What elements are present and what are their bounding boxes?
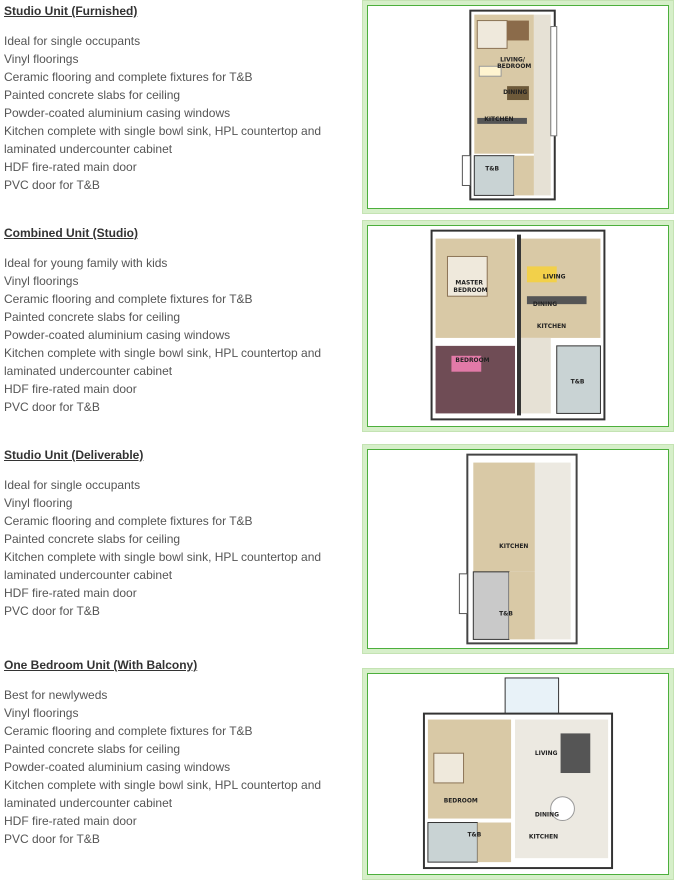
feature-list	[4, 686, 359, 848]
feature-item: Ceramic flooring and complete fixtures for T&B	[4, 514, 253, 528]
feature-item: Vinyl floorings	[4, 52, 79, 66]
feature-list	[4, 254, 359, 416]
floor-plan-studio-furnished	[368, 6, 668, 208]
floor-plan-image[interactable]	[367, 449, 669, 649]
feature-item: PVC door for T&B	[4, 400, 100, 414]
feature-item: Vinyl floorings	[4, 274, 79, 288]
feature-item: Ideal for single occupants	[4, 478, 141, 492]
plan-label: T&B	[499, 610, 513, 618]
feature-item: Ideal for young family with kids	[4, 256, 168, 270]
plan-label: BEDROOM	[453, 287, 488, 295]
feature-item: Ceramic flooring and complete fixtures for T&B	[4, 724, 253, 738]
plan-label: LIVING	[534, 750, 558, 758]
plan-label: BEDROOM	[455, 356, 490, 364]
feature-item: PVC door for T&B	[4, 178, 100, 192]
plan-label: LIVING	[542, 273, 566, 281]
floor-plan-image[interactable]	[367, 225, 669, 427]
floor-plan-image[interactable]	[367, 5, 669, 209]
unit-description	[4, 658, 359, 848]
feature-item: Kitchen complete with single bowl sink, HPL countertop and	[4, 550, 322, 564]
feature-item: Ideal for single occupants	[4, 34, 141, 48]
plan-label: T&B	[485, 165, 500, 173]
unit-section-studio-deliverable	[0, 448, 677, 654]
feature-item: PVC door for T&B	[4, 832, 100, 846]
plan-label: KITCHEN	[484, 115, 514, 123]
feature-item: Painted concrete slabs for ceiling	[4, 532, 181, 546]
feature-item: HDF fire-rated main door	[4, 382, 137, 396]
plan-label: BEDROOM	[497, 63, 532, 71]
floor-plan-one-bedroom	[368, 674, 668, 874]
floor-plan-studio-deliverable	[368, 450, 668, 648]
feature-item: Kitchen complete with single bowl sink, HPL countertop and	[4, 778, 322, 792]
unit-description	[4, 4, 359, 194]
plan-label: KITCHEN	[528, 833, 559, 841]
feature-item: Vinyl flooring	[4, 496, 73, 510]
feature-item: Powder-coated aluminium casing windows	[4, 328, 231, 342]
plan-label: T&B	[467, 831, 482, 839]
feature-item: Vinyl floorings	[4, 706, 79, 720]
feature-item: laminated undercounter cabinet	[4, 364, 173, 378]
unit-title-link[interactable]: Studio Unit (Furnished)	[4, 4, 138, 18]
feature-item: laminated undercounter cabinet	[4, 142, 173, 156]
feature-item: Powder-coated aluminium casing windows	[4, 760, 231, 774]
feature-item: Painted concrete slabs for ceiling	[4, 310, 181, 324]
floor-plan-frame	[362, 0, 674, 214]
plan-label: T&B	[570, 378, 585, 386]
unit-title-link[interactable]: One Bedroom Unit (With Balcony)	[4, 658, 198, 672]
feature-item: Ceramic flooring and complete fixtures for T&B	[4, 70, 253, 84]
plan-label: MASTER	[455, 279, 483, 287]
feature-item: Painted concrete slabs for ceiling	[4, 88, 181, 102]
plan-label: KITCHEN	[536, 322, 567, 330]
feature-item: Best for newlyweds	[4, 688, 108, 702]
feature-item: Painted concrete slabs for ceiling	[4, 742, 181, 756]
unit-title-link[interactable]: Studio Unit (Deliverable)	[4, 448, 144, 462]
plan-label: BEDROOM	[443, 797, 478, 805]
unit-section-studio-furnished	[0, 4, 677, 214]
feature-item: HDF fire-rated main door	[4, 586, 137, 600]
feature-item: laminated undercounter cabinet	[4, 796, 173, 810]
floor-plan-combined-studio	[368, 226, 668, 426]
unit-description	[4, 448, 359, 620]
unit-section-one-bedroom-balcony	[0, 658, 677, 880]
floor-plan-frame	[362, 444, 674, 654]
feature-list	[4, 476, 359, 620]
plan-label: DINING	[503, 89, 528, 97]
feature-item: Powder-coated aluminium casing windows	[4, 106, 231, 120]
floor-plan-image[interactable]	[367, 673, 669, 875]
plan-label: KITCHEN	[499, 543, 529, 551]
feature-list	[4, 32, 359, 194]
unit-title-link[interactable]: Combined Unit (Studio)	[4, 226, 138, 240]
plan-label: DINING	[532, 301, 558, 309]
unit-section-combined-studio	[0, 226, 677, 436]
feature-item: Ceramic flooring and complete fixtures for T&B	[4, 292, 253, 306]
unit-description	[4, 226, 359, 416]
feature-item: HDF fire-rated main door	[4, 160, 137, 174]
floor-plan-frame	[362, 220, 674, 432]
floor-plan-frame	[362, 668, 674, 880]
feature-item: HDF fire-rated main door	[4, 814, 137, 828]
plan-label: DINING	[534, 811, 560, 819]
feature-item: Kitchen complete with single bowl sink, HPL countertop and	[4, 346, 322, 360]
feature-item: laminated undercounter cabinet	[4, 568, 173, 582]
feature-item: Kitchen complete with single bowl sink, HPL countertop and	[4, 124, 322, 138]
feature-item: PVC door for T&B	[4, 604, 100, 618]
plan-label: LIVING/	[500, 56, 525, 64]
